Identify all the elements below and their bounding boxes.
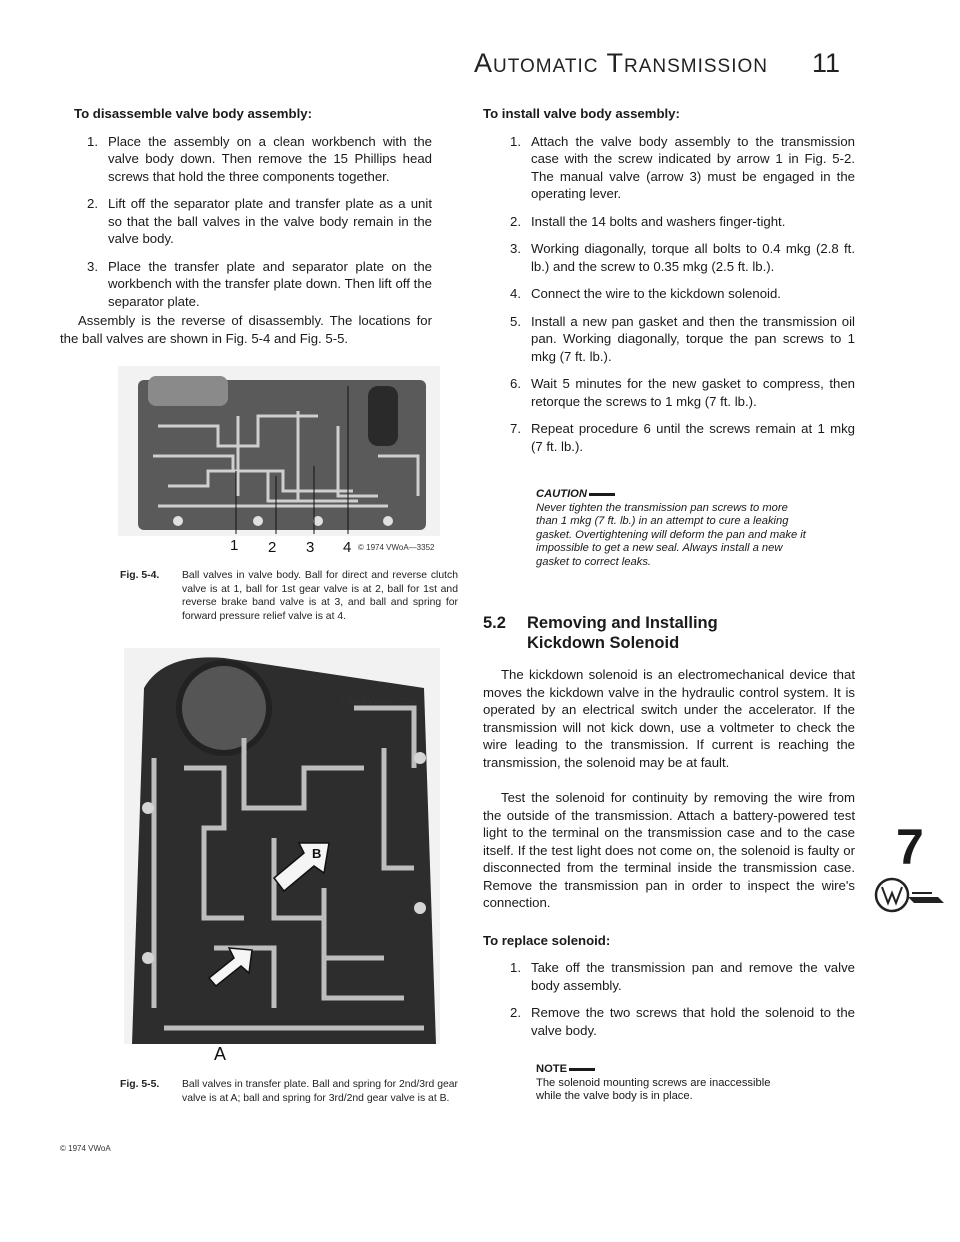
list-item (483, 1004, 855, 1039)
step-number: 2. (510, 213, 521, 229)
note-label: NOTE (536, 1063, 568, 1075)
list-item (483, 285, 855, 303)
step-text: Take off the transmission pan and remove the valve body assembly. (531, 960, 855, 993)
fig54-caption (120, 569, 458, 639)
note-text: The solenoid mounting screws are inaccessible while the valve body is in place. (536, 1076, 771, 1103)
install-heading: To install valve body assembly: (483, 106, 680, 121)
list-item (60, 133, 432, 186)
note-rule (569, 1068, 595, 1071)
step-number: 1. (510, 133, 521, 149)
note-box (536, 1063, 796, 1104)
step-number: 4. (510, 286, 521, 301)
marker-2: 2 (268, 539, 277, 556)
solenoid-para-1: The kickdown solenoid is an electromechanical device that moves the kickdown valve in the hydraulic control system. It is operated by an electrical switch under the accelerator. If the transmission will not kick down, use a voltmeter to check the wire leading to the transmission. If current is reaching the transmission, the solenoid may be at fault. (483, 667, 855, 770)
step-text: Place the transfer plate and separator plate on the workbench with the transfer plate down. Then lift off the separator plate. (108, 258, 432, 309)
transfer-plate-photo (124, 648, 440, 1044)
assembly-note: Assembly is the reverse of disassembly. The locations for the ball valves are shown in Fig. 5-4 and Fig. 5-5. (60, 313, 432, 346)
right-column (483, 105, 855, 465)
marker-3: 3 (306, 539, 315, 556)
list-item (483, 420, 855, 455)
fig55-copyright: © 1974 VWoA—3350 (340, 697, 417, 706)
step-text: Connect the wire to the kickdown solenoid. (531, 286, 781, 301)
left-column (60, 105, 432, 347)
caution-text: Never tighten the transmission pan screws to more than 1 mkg (7 ft. lb.) in an attempt to cure a leaking gasket. Overtightening will deform the pan and make it impossible to get a new seal. Always install a new gasket to correct leaks. (536, 501, 806, 568)
step-text: Attach the valve body assembly to the transmission case with the screw indicated by arrow 1 in Fig. 5-2. The manual valve (arrow 3) must be engaged in the operating lever. (531, 133, 855, 201)
list-item (60, 195, 432, 248)
replace-heading: To replace solenoid: (483, 932, 611, 948)
marker-4: 4 (343, 539, 352, 556)
step-text: Working diagonally, torque all bolts to 0.4 mkg (2.8 ft. lb.) and the screw to 0.35 mkg (2.5 ft. lb.). (531, 241, 855, 274)
fig55-caption (120, 1078, 458, 1122)
step-text: Place the assembly on a clean workbench with the valve body down. Then remove the 15 Phillips head screws that hold the three components together. (108, 133, 432, 184)
install-steps (483, 133, 855, 456)
caution-rule (589, 493, 615, 496)
step-number: 1. (87, 133, 98, 149)
step-text: Install a new pan gasket and then the transmission oil pan. Working diagonally, torque the pan screws to 1 mkg (7 ft. lb.). (531, 313, 855, 364)
solenoid-para-2: Test the solenoid for continuity by removing the wire from the outside of the transmission. Attach a battery-powered test light to the terminal on the transmission case and to the case itself. If the test light does not come on, the solenoid is faulty or disconnected from the terminal inside the transmission case. Remove the transmission pan in order to inspect the wire's connection. (483, 790, 855, 910)
fig54-text: Ball valves in valve body. Ball for direct and reverse clutch valve is at 1, ball for 1st gear valve is at 2, ball for 1st and reverse brake band valve is at 3, and ball and spring for forward pressure relief valve is at 4. (182, 570, 458, 622)
list-item (483, 213, 855, 231)
step-text: Wait 5 minutes for the new gasket to compress, then retorque the screws to 1 mkg (7 ft. lb.). (531, 376, 855, 409)
vw-logo-icon (872, 875, 950, 915)
chapter-number: 7 (896, 819, 924, 875)
disassemble-heading: To disassemble valve body assembly: (74, 106, 312, 121)
section-title-line2: Kickdown Solenoid (527, 634, 680, 652)
step-text: Repeat procedure 6 until the screws remain at 1 mkg (7 ft. lb.). (531, 421, 855, 454)
step-number: 3. (510, 241, 521, 256)
list-item (483, 133, 855, 203)
step-number: 1. (510, 960, 521, 975)
footer-copyright: © 1974 VWoA (60, 1144, 111, 1153)
callout-b: B (312, 846, 322, 861)
section-title-line1: Removing and Installing (527, 614, 718, 632)
fig55-label: Fig. 5-5. (120, 1079, 160, 1090)
marker-1: 1 (230, 537, 239, 554)
section-number: 5.2 (483, 614, 506, 632)
page-number: 11 (812, 48, 841, 78)
step-number: 2. (87, 196, 98, 211)
step-number: 3. (87, 258, 98, 274)
callout-a: A (214, 1044, 227, 1064)
page-header-title: Automatic Transmission (474, 48, 768, 78)
step-number: 7. (510, 421, 521, 436)
caution-label: CAUTION (536, 488, 587, 500)
list-item (483, 375, 855, 410)
replace-steps (483, 959, 855, 1039)
list-item (483, 313, 855, 366)
step-text: Remove the two screws that hold the solenoid to the valve body. (531, 1005, 855, 1038)
list-item (483, 240, 855, 275)
step-text: Lift off the separator plate and transfer plate as a unit so that the ball valves in the valve body remain in the valve body. (108, 196, 432, 246)
step-number: 5. (510, 313, 521, 329)
fig54-label: Fig. 5-4. (120, 570, 160, 581)
list-item (60, 258, 432, 311)
valve-body-photo (118, 366, 440, 536)
section-title (483, 613, 718, 653)
caution-box (536, 488, 806, 570)
list-item (483, 959, 855, 994)
step-number: 2. (510, 1005, 521, 1020)
step-text: Install the 14 bolts and washers finger-tight. (531, 213, 786, 229)
disassemble-steps (60, 133, 432, 311)
solenoid-text (483, 666, 855, 1049)
fig55-text: Ball valves in transfer plate. Ball and spring for 2nd/3rd gear valve is at A; ball and spring for 3rd/2nd gear valve is at B. (182, 1079, 458, 1104)
fig54-copyright: © 1974 VWoA—3352 (358, 543, 435, 552)
step-number: 6. (510, 376, 521, 391)
